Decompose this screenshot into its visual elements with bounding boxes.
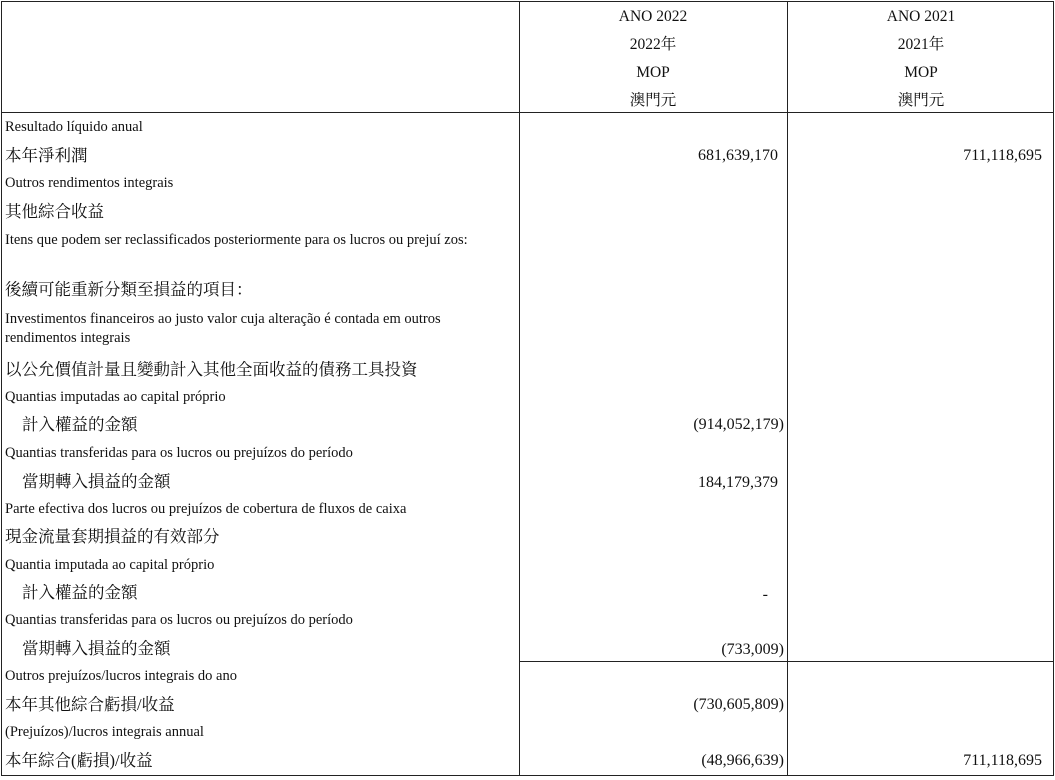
value-2022: 184,179,379: [698, 474, 778, 491]
value-2022: 681,639,170: [698, 147, 778, 164]
row-label: 本年綜合(虧損)/收益: [5, 751, 153, 770]
row-label: Itens que podem ser reclassificados posteriormente para os lucros ou prejuí zos:: [5, 232, 468, 248]
row-label: 當期轉入損益的金額: [22, 472, 171, 491]
header-col-2021: [788, 3, 1054, 115]
value-2022: (48,966,639): [701, 752, 784, 769]
column-divider-years: [787, 1, 788, 776]
row-label: Investimentos financeiros ao justo valor cuja alteração é contada em outros rendimentos integrais: [5, 311, 441, 346]
row-label: Quantias imputadas ao capital próprio: [5, 389, 226, 405]
value-2021: 711,118,695: [963, 752, 1042, 769]
row-label: 計入權益的金額: [22, 583, 138, 602]
header-col-2022: [520, 3, 786, 115]
row-label: 當期轉入損益的金額: [22, 639, 171, 658]
header-currency-zh-2022: 澳門元: [629, 92, 677, 109]
header-year-zh-2022: 2022年: [629, 36, 677, 53]
row-label: Quantia imputada ao capital próprio: [5, 557, 215, 573]
row-label: 本年其他綜合虧損/收益: [5, 695, 175, 714]
row-label: 計入權益的金額: [22, 415, 138, 434]
row-label: Outros prejuízos/lucros integrais do ano: [5, 668, 237, 684]
row-label: Resultado líquido anual: [5, 119, 143, 135]
value-2022: -: [762, 586, 768, 603]
value-2022: (914,052,179): [693, 416, 784, 433]
row-label: Parte efectiva dos lucros ou prejuízos de cobertura de fluxos de caixa: [5, 501, 407, 517]
row-label: Quantias transferidas para os lucros ou prejuízos do período: [5, 612, 353, 628]
header-currency-2022: MOP: [636, 64, 670, 81]
header-currency-zh-2021: 澳門元: [897, 92, 945, 109]
row-label: 以公允價值計量且變動計入其他全面收益的債務工具投資: [5, 360, 418, 379]
row-label: 本年淨利潤: [5, 146, 88, 165]
row-label: (Prejuízos)/lucros integrais annual: [5, 724, 204, 740]
header-year-zh-2021: 2021年: [897, 36, 945, 53]
value-2021: 711,118,695: [963, 147, 1042, 164]
row-label: 現金流量套期損益的有效部分: [5, 527, 220, 546]
row-label: 其他綜合收益: [5, 202, 104, 221]
value-2022: (733,009): [721, 641, 784, 658]
row-label: 後續可能重新分類至損益的項目：: [5, 280, 253, 299]
value-2022: (730,605,809): [693, 696, 784, 713]
row-label: Outros rendimentos integrais: [5, 175, 174, 191]
header-currency-2021: MOP: [904, 64, 938, 81]
header-ano-2021: ANO 2021: [886, 8, 956, 25]
subtotal-divider: [519, 661, 1054, 662]
row-label: Quantias transferidas para os lucros ou prejuízos do período: [5, 445, 353, 461]
header-ano-2022: ANO 2022: [618, 8, 688, 25]
